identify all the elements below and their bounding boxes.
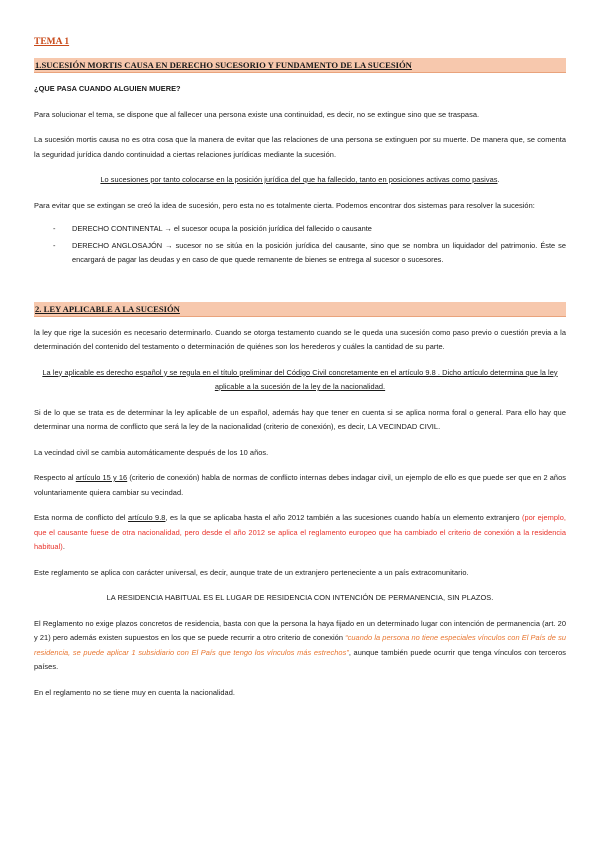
section-2-key-statement: La ley aplicable es derecho español y se regula en el título preliminar del Código Civil concretamente en el artículo 9.8 . Dicho artículo determina que la ley aplicable a la sucesión de la ley de la nacionalidad. <box>42 367 558 391</box>
section-1-paragraph-2: La sucesión mortis causa no es otra cosa que la manera de evitar que las relaciones de una persona se extinguen por su muerte. De manera que, se comenta la seguridad jurídica dando continuidad a ciertas relaciones jurídicas mediante la sucesión. <box>34 135 566 159</box>
orange-quote: “cuando la persona no tiene especiales vínculos con El País de su residencia, se puede aplicar 1 subsidiario con El País que tengo los vínculos más estrechos” <box>34 633 566 657</box>
section-1-heading: 1.SUCESIÓN MORTIS CAUSA EN DERECHO SUCESORIO Y FUNDAMENTO DE LA SUCESIÓN <box>35 60 412 70</box>
text-segment: , es la que se aplicaba hasta el año 2012 también a las sucesiones cuando había un elemento extranjero <box>165 513 522 522</box>
legal-systems-list <box>34 222 566 268</box>
section-2-paragraph-4: La vecindad civil se cambia automáticamente después de los 10 años. <box>34 447 269 457</box>
article-reference: artículo 15 y 16 <box>75 473 128 482</box>
section-1-statement-period: . <box>497 175 500 184</box>
section-spacer <box>34 280 566 302</box>
list-item <box>34 239 566 268</box>
section-2-paragraph-3: Si de lo que se trata es de determinar la ley aplicable de un español, además hay que tener en cuenta si se aplica norma foral o general. Para ello hay que determinar una norma de conflicto que será la ley de la nacionalidad (criterio de conexión), es decir, LA VECINDAD CIVIL. <box>34 407 566 431</box>
section-2-paragraph-7: Este reglamento se aplica con carácter universal, es decir, aunque trate de un extranjero perteneciente a un país extracomunitario. <box>34 567 469 577</box>
list-item-text: DERECHO CONTINENTAL → el sucesor ocupa la posición jurídica del fallecido o causante <box>72 224 372 233</box>
red-example-note: (por ejemplo, que el causante fuese de otra nacionalidad, pero desde el año 2012 se aplica el reglamento europeo que ha cambiado el criterio de conexión a la residencia habitual) <box>34 513 567 551</box>
text-segment: . <box>62 542 65 551</box>
text-segment: Esta norma de conflicto del <box>34 513 129 522</box>
section-2-paragraph-1: la ley que rige la sucesión es necesario determinarlo. Cuando se otorga testamento cuando se le queda una sucesión como paso previo o cuestión previa a la determinación del contenido del testamento o determinación de quiénes son los herederos y cuáles la cantidad de su parte. <box>34 327 566 351</box>
list-bullet: - <box>53 240 56 250</box>
list-item-text: DERECHO ANGLOSAJÓN → sucesor no se sitúa en la posición jurídica del causante, sino que se nombra un liquidador del patrimonio. Éste se encargará de pagar las deudas y en caso de que quede remanente de bienes se entrega al sucesor o sucesores. <box>72 240 566 264</box>
section-2-paragraph-6 <box>34 511 566 555</box>
section-1-underlined-statement: Lo sucesiones por tanto colocarse en la posición jurídica del que ha fallecido, tanto en posiciones activas como pasivas <box>100 175 498 184</box>
document-page <box>34 30 566 711</box>
topic-title: TEMA 1 <box>34 37 70 47</box>
section-1-heading-bar <box>34 58 566 73</box>
text-segment: Respecto al <box>34 473 76 482</box>
section-1-paragraph-1: Para solucionar el tema, se dispone que al fallecer una persona existe una continuidad, es decir, no se extingue sino que se traspasa. <box>34 109 480 119</box>
text-segment: , aunque también puede ocurrir que tenga vínculos con terceros países. <box>34 647 567 671</box>
article-reference: artículo 9.8 <box>128 513 166 522</box>
section-1-paragraph-4: Para evitar que se extingan se creó la idea de sucesión, pero esta no es totalmente cierta. Podemos encontrar dos sistemas para resolver la sucesión: <box>34 200 535 210</box>
section-1-paragraph-3 <box>34 173 566 188</box>
section-2-heading-bar <box>34 302 566 317</box>
section-2-paragraph-5 <box>34 471 566 500</box>
section-2-heading: 2. LEY APLICABLE A LA SUCESIÓN <box>35 303 180 314</box>
list-item <box>34 222 566 237</box>
list-bullet: - <box>53 224 56 233</box>
section-2-paragraph-9 <box>34 617 566 675</box>
section-1-question: ¿QUE PASA CUANDO ALGUIEN MUERE? <box>34 84 181 93</box>
text-segment: El Reglamento no exige plazos concretos de residencia, basta con que la persona la haya fijado en un determinado lugar con intención de permanencia (art. 20 y 21) pero además existen supuestos en los que se puede recurrir a otro criterio de conexión <box>34 618 566 642</box>
text-segment: (criterio de conexión) habla de normas de conflicto internas debes indagar civil, un ejemplo de ello es que puede ser que en 2 años voluntariamente quiera cambiar su vecindad. <box>34 473 566 497</box>
section-2-paragraph-10: En el reglamento no se tiene muy en cuenta la nacionalidad. <box>34 687 235 697</box>
section-2-centered-definition: LA RESIDENCIA HABITUAL ES EL LUGAR DE RESIDENCIA CON INTENCIÓN DE PERMANENCIA, SIN PLAZOS. <box>106 593 494 602</box>
